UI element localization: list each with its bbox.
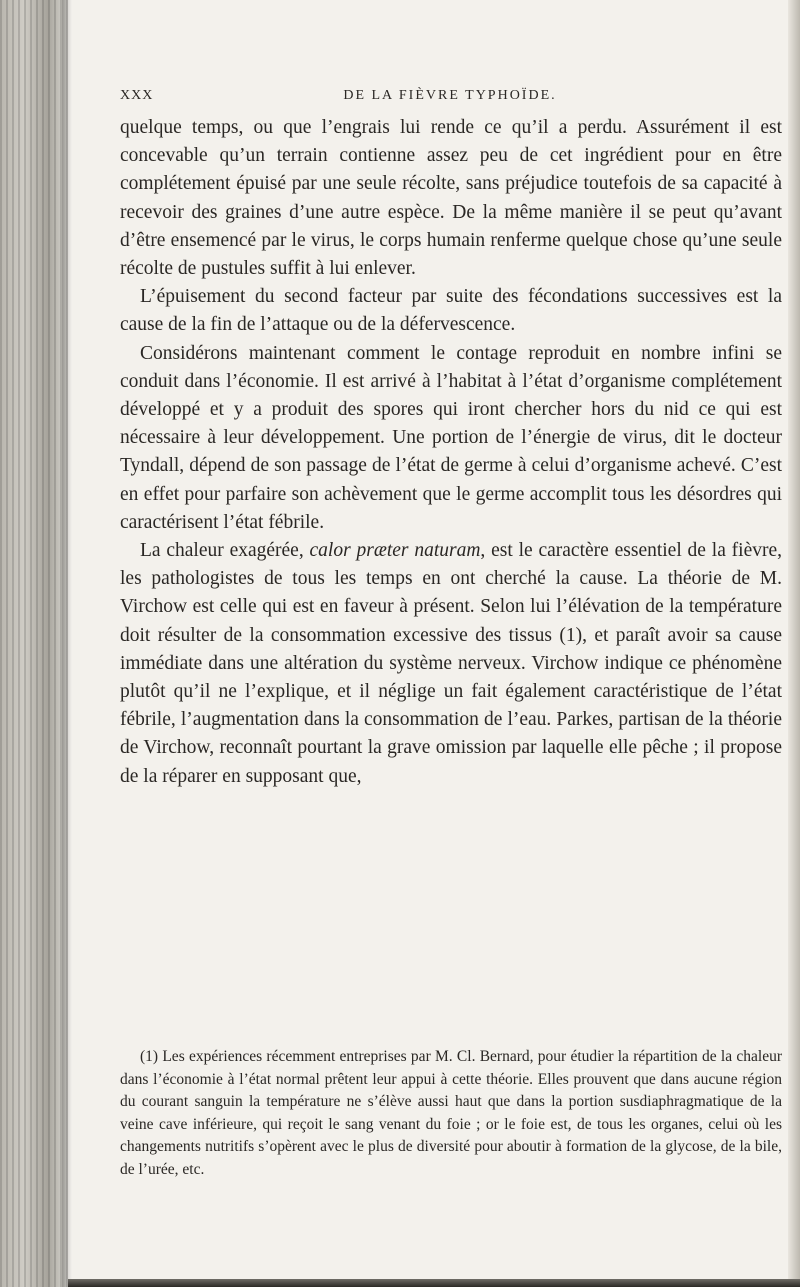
page-bottom-edge [68, 1279, 800, 1287]
paragraph-4-start: La chaleur exagérée, [140, 540, 310, 562]
running-head: DE LA FIÈVRE TYPHOÏDE. [343, 88, 557, 103]
paragraph-2: L’épuisement du second facteur par suite des fécondations successives est la cause de la fin de l’attaque ou de la défervescence. [120, 286, 782, 336]
footnote: (1) Les expériences récemment entreprises par M. Cl. Bernard, pour étudier la répartition de la chaleur dans l’économie à l’état normal prêtent leur appui à cette théorie. Elles prouvent que dans aucune région du courant sanguin la température ne s’élève aussi haut que dans la portion susdiaphragmatique de la veine cave inférieure, qui reçoit le sang venant du foie ; or le foie est, de tous les organes, celui où les changements nutritifs s’opèrent avec le plus de diversité pour aboutir à formation de la glycose, de la bile, de l’urée, etc. [120, 1048, 782, 1178]
gutter-shadow [62, 0, 72, 1287]
body-text [120, 114, 782, 791]
page-header [120, 88, 780, 110]
book-spine-gutter [0, 0, 68, 1287]
page-right-edge [788, 0, 800, 1287]
paragraph-1: quelque temps, ou que l’engrais lui rende ce qu’il a perdu. Assurément il est concevable qu’un terrain contienne assez peu de cet ingrédient pour en être complétement épuisé par une seule récolte, sans préjudice toutefois de sa capacité à recevoir des graines d’une autre espèce. De la même manière il se peut qu’avant d’être ensemencé par le virus, le corps humain renferme quelque chose qu’une seule récolte de pustules suffit à lui enlever. [120, 117, 782, 280]
paragraph-3: Considérons maintenant comment le contage reproduit en nombre infini se conduit dans l’économie. Il est arrivé à l’habitat à l’état d’organisme complétement développé et y a produit des spores qui iront chercher hors du nid ce qui est nécessaire à leur développement. Une portion de l’énergie de virus, dit le docteur Tyndall, dépend de son passage de l’état de germe à celui d’organisme achevé. C’est en effet pour parfaire son achèvement que le germe accomplit tous les désordres qui caractérisent l’état fébrile. [120, 342, 782, 533]
page-number: XXX [120, 88, 154, 103]
latin-phrase: calor præter naturam [309, 540, 481, 562]
paragraph-4 [120, 537, 782, 791]
paragraph-4-rest: , est le caractère essentiel de la fièvre, les pathologistes de tous les temps en ont cherché la cause. La théorie de M. Virchow est celle qui est en faveur à présent. Selon lui l’élévation de la température doit résulter de la consommation excessive des tissus (1), et paraît avoir sa cause immédiate dans une altération du système nerveux. Virchow indique ce phénomène plutôt qu’il ne l’explique, et il néglige un fait également caractéristique de l’état fébrile, l’augmentation dans la consommation de l’eau. Parkes, partisan de la théorie de Virchow, reconnaît pourtant la grave omission par laquelle elle pêche ; il propose de la réparer en supposant que, [120, 540, 782, 787]
